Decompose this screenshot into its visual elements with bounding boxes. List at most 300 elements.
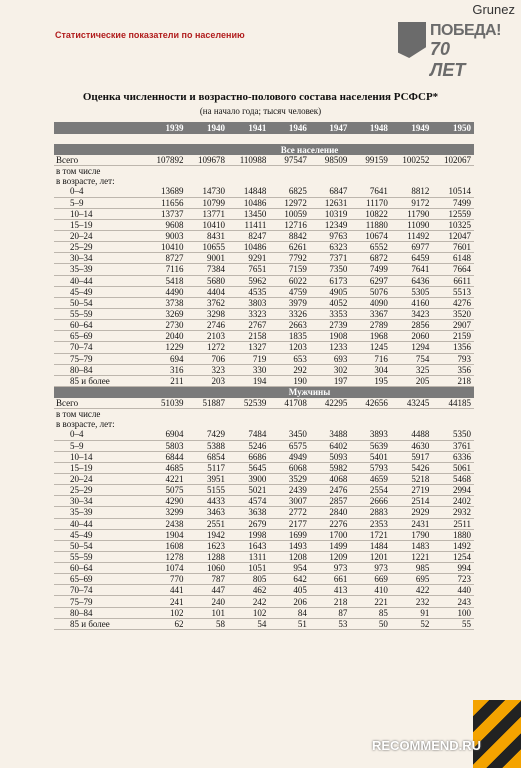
cell-value: 6847 [310,186,351,197]
cell-value: 3450 [269,429,310,440]
age-group-label: 40–44 [54,275,145,286]
page-subtitle: (на начало года; тысяч человек) [199,106,322,116]
note-text: в возрасте, лет: [56,176,115,187]
cell-value: 1060 [186,563,228,574]
cell-value: 5917 [391,451,433,462]
cell-value: 7499 [432,197,474,208]
cell-value: 754 [391,353,433,364]
section-name: Все население [145,144,474,155]
cell-value: 55 [432,618,474,629]
cell-value: 3520 [432,308,474,319]
cell-value: 190 [269,375,310,386]
cell-value: 6872 [350,253,391,264]
cell-value: 54 [228,618,269,629]
cell-value: 99159 [350,155,391,166]
cell-value: 42295 [310,398,351,409]
cell-value: 4490 [145,286,187,297]
total-row [54,155,474,166]
age-group-label: 40–44 [54,518,145,529]
cell-value: 6436 [391,275,433,286]
cell-value: 8727 [145,253,187,264]
cell-value: 6402 [310,440,351,451]
cell-value: 716 [350,353,391,364]
cell-value: 4221 [145,473,187,484]
population-table [54,122,474,630]
cell-value: 325 [391,364,433,375]
cell-value: 4052 [310,297,351,308]
cell-value: 2177 [269,518,310,529]
cell-value: 2730 [145,320,187,331]
cell-value: 11880 [350,219,391,230]
cell-value: 218 [432,375,474,386]
table-row [54,540,474,551]
cell-value: 10822 [350,208,391,219]
cell-value: 13450 [228,208,269,219]
cell-value: 1699 [269,529,310,540]
year-header: 1947 [310,122,351,134]
cell-value: 102 [228,607,269,618]
age-group-label: 80–84 [54,607,145,618]
cell-value: 9003 [145,230,187,241]
section-header-row [54,386,474,398]
cell-value: 413 [310,585,351,596]
cell-value: 12047 [432,230,474,241]
table-row [54,286,474,297]
flag-icon [398,22,426,58]
cell-value: 2907 [432,320,474,331]
cell-value: 11492 [391,230,433,241]
age-group-label: 35–39 [54,264,145,275]
note-text: в том числе [56,166,101,177]
cell-value: 7384 [186,264,228,275]
table-row [54,308,474,319]
table-row [54,607,474,618]
table-row [54,208,474,219]
cell-value: 5468 [432,473,474,484]
cell-value: 2840 [310,507,351,518]
cell-value: 5061 [432,462,474,473]
cell-value: 1254 [432,551,474,562]
cell-value: 1327 [228,342,269,353]
cell-value: 5075 [145,485,187,496]
cell-value: 6068 [269,462,310,473]
cell-value: 4659 [350,473,391,484]
cell-value: 7792 [269,253,310,264]
cell-value: 447 [186,585,228,596]
cell-value: 12631 [310,197,351,208]
cell-value: 3803 [228,297,269,308]
age-group-label: 25–29 [54,242,145,253]
cell-value: 7371 [310,253,351,264]
cell-value: 3353 [310,308,351,319]
cell-value: 87 [310,607,351,618]
cell-value: 441 [145,585,187,596]
cell-value: 7651 [228,264,269,275]
cell-value: 6261 [269,242,310,253]
cell-value: 1483 [391,540,433,551]
age-group-label: 70–74 [54,342,145,353]
cell-value: 1484 [350,540,391,551]
cell-value: 10486 [228,197,269,208]
cell-value: 2929 [391,507,433,518]
age-group-label: 60–64 [54,563,145,574]
cell-value: 10410 [145,242,187,253]
cell-value: 2060 [391,331,433,342]
cell-value: 42656 [350,398,391,409]
cell-value: 2431 [391,518,433,529]
cell-value: 6336 [432,451,474,462]
table-row [54,440,474,451]
cell-value: 5305 [391,286,433,297]
cell-value: 52539 [228,398,269,409]
cell-value: 10059 [269,208,310,219]
cell-value: 5076 [350,286,391,297]
cell-value: 5093 [310,451,351,462]
table-row [54,264,474,275]
cell-value: 85 [350,607,391,618]
cell-value: 51 [269,618,310,629]
cell-value: 1356 [432,342,474,353]
cell-value: 5246 [228,440,269,451]
cell-value: 7641 [350,186,391,197]
cell-value: 3463 [186,507,228,518]
cell-value: 8842 [269,230,310,241]
cell-value: 805 [228,574,269,585]
year-header: 1940 [186,122,228,134]
cell-value: 107892 [145,155,187,166]
age-group-label: 80–84 [54,364,145,375]
cell-value: 9763 [310,230,351,241]
cell-value: 6022 [269,275,310,286]
cell-value: 973 [350,563,391,574]
cell-value: 2994 [432,485,474,496]
cell-value: 787 [186,574,228,585]
cell-value: 2438 [145,518,187,529]
age-group-label: 65–69 [54,574,145,585]
cell-value: 5962 [228,275,269,286]
cell-value: 2158 [228,331,269,342]
section-label: Статистические показатели по населению [55,30,245,40]
cell-value: 102067 [432,155,474,166]
cell-value: 98509 [310,155,351,166]
note-row [54,419,474,429]
cell-value: 3326 [269,308,310,319]
cell-value: 422 [391,585,433,596]
cell-value: 5401 [350,451,391,462]
cell-value: 1229 [145,342,187,353]
cell-value: 3900 [228,473,269,484]
cell-value: 7641 [391,264,433,275]
cell-value: 694 [145,353,187,364]
table-row [54,585,474,596]
table-row [54,429,474,440]
table-row [54,186,474,197]
cell-value: 5645 [228,462,269,473]
cell-value: 7664 [432,264,474,275]
cell-value: 4160 [391,297,433,308]
cell-value: 1278 [145,551,187,562]
age-group-label: 75–79 [54,353,145,364]
cell-value: 12972 [269,197,310,208]
cell-value: 2739 [310,320,351,331]
age-group-label: 50–54 [54,540,145,551]
cell-value: 84 [269,607,310,618]
row-label: Всего [54,398,145,409]
cell-value: 8431 [186,230,228,241]
cell-value: 221 [350,596,391,607]
cell-value: 2402 [432,496,474,507]
cell-value: 410 [350,585,391,596]
table-row [54,197,474,208]
cell-value: 2767 [228,320,269,331]
cell-value: 1221 [391,551,433,562]
cell-value: 5117 [186,462,228,473]
cell-value: 316 [145,364,187,375]
cell-value: 1208 [269,551,310,562]
section-name: Мужчины [145,386,474,398]
cell-value: 13737 [145,208,187,219]
logo-line2: 70 ЛЕТ [430,39,466,80]
age-group-label: 85 и более [54,618,145,629]
cell-value: 9608 [145,219,187,230]
recommend-badge: RECOMMEND.RU [372,738,482,753]
age-group-label: 65–69 [54,331,145,342]
cell-value: 669 [350,574,391,585]
cell-value: 52 [391,618,433,629]
cell-value: 11656 [145,197,187,208]
table-row [54,485,474,496]
cell-value: 2040 [145,331,187,342]
cell-value: 462 [228,585,269,596]
cell-value: 2554 [350,485,391,496]
cell-value: 62 [145,618,187,629]
cell-value: 6575 [269,440,310,451]
age-group-label: 5–9 [54,440,145,451]
age-group-label: 10–14 [54,451,145,462]
cell-value: 100 [432,607,474,618]
cell-value: 5639 [350,440,391,451]
cell-value: 1499 [310,540,351,551]
cell-value: 3738 [145,297,187,308]
age-group-label: 25–29 [54,485,145,496]
cell-value: 1074 [145,563,187,574]
cell-value: 2551 [186,518,228,529]
table-row [54,529,474,540]
table-row [54,219,474,230]
cell-value: 6459 [391,253,433,264]
year-header: 1939 [145,122,187,134]
cell-value: 985 [391,563,433,574]
cell-value: 1201 [350,551,391,562]
table-row [54,596,474,607]
cell-value: 2159 [432,331,474,342]
cell-value: 2856 [391,320,433,331]
cell-value: 2666 [350,496,391,507]
cell-value: 405 [269,585,310,596]
cell-value: 13689 [145,186,187,197]
cell-value: 719 [228,353,269,364]
cell-value: 101 [186,607,228,618]
cell-value: 11090 [391,219,433,230]
cell-value: 6686 [228,451,269,462]
cell-value: 3269 [145,308,187,319]
table-row [54,507,474,518]
table-row [54,451,474,462]
table-row [54,551,474,562]
cell-value: 9291 [228,253,269,264]
cell-value: 2746 [186,320,228,331]
cell-value: 5021 [228,485,269,496]
table-row [54,618,474,629]
cell-value: 2663 [269,320,310,331]
cell-value: 1233 [310,342,351,353]
cell-value: 6825 [269,186,310,197]
cell-value: 1721 [350,529,391,540]
cell-value: 793 [432,353,474,364]
cell-value: 1294 [391,342,433,353]
cell-value: 302 [310,364,351,375]
st-george-ribbon-icon [473,700,521,768]
cell-value: 51887 [186,398,228,409]
cell-value: 2439 [269,485,310,496]
cell-value: 954 [269,563,310,574]
cell-value: 4535 [228,286,269,297]
cell-value: 3529 [269,473,310,484]
year-header-row [54,122,474,134]
table-row [54,496,474,507]
cell-value: 241 [145,596,187,607]
cell-value: 242 [228,596,269,607]
table-row [54,320,474,331]
cell-value: 97547 [269,155,310,166]
cell-value: 11411 [228,219,269,230]
table-row [54,364,474,375]
cell-value: 3951 [186,473,228,484]
age-group-label: 45–49 [54,286,145,297]
age-group-label: 75–79 [54,596,145,607]
table-row [54,242,474,253]
table-row [54,253,474,264]
cell-value: 10325 [432,219,474,230]
age-group-label: 30–34 [54,253,145,264]
section-header-row [54,144,474,155]
cell-value: 1908 [310,331,351,342]
cell-value: 695 [391,574,433,585]
cell-value: 1288 [186,551,228,562]
age-group-label: 70–74 [54,585,145,596]
cell-value: 5513 [432,286,474,297]
cell-value: 5350 [432,429,474,440]
cell-value: 206 [269,596,310,607]
cell-value: 4759 [269,286,310,297]
cell-value: 1051 [228,563,269,574]
cell-value: 2883 [350,507,391,518]
table-row [54,473,474,484]
cell-value: 2476 [310,485,351,496]
cell-value: 304 [350,364,391,375]
table-row [54,518,474,529]
table-row [54,230,474,241]
cell-value: 1643 [228,540,269,551]
note-row [54,176,474,186]
age-group-label: 15–19 [54,462,145,473]
logo-line1: ПОБЕДА! [430,22,501,39]
cell-value: 1835 [269,331,310,342]
cell-value: 5388 [186,440,228,451]
cell-value: 7601 [432,242,474,253]
cell-value: 4404 [186,286,228,297]
cell-value: 9172 [391,197,433,208]
cell-value: 3367 [350,308,391,319]
page-title: Оценка численности и возрастно-полового состава населения РСФСР* [82,91,439,103]
cell-value: 203 [186,375,228,386]
cell-value: 1998 [228,529,269,540]
age-group-label: 20–24 [54,473,145,484]
cell-value: 51039 [145,398,187,409]
note-row [54,166,474,177]
cell-value: 1209 [310,551,351,562]
year-header: 1941 [228,122,269,134]
cell-value: 6844 [145,451,187,462]
cell-value: 2789 [350,320,391,331]
cell-value: 9001 [186,253,228,264]
cell-value: 11170 [350,197,391,208]
cell-value: 91 [391,607,433,618]
cell-value: 2932 [432,507,474,518]
cell-value: 1700 [310,529,351,540]
cell-value: 218 [310,596,351,607]
note-text: в возрасте, лет: [56,419,115,430]
table-row [54,375,474,386]
cell-value: 1968 [350,331,391,342]
cell-value: 3423 [391,308,433,319]
cell-value: 3762 [186,297,228,308]
cell-value: 2514 [391,496,433,507]
cell-value: 2679 [228,518,269,529]
cell-value: 53 [310,618,351,629]
note-row [54,409,474,420]
cell-value: 5803 [145,440,187,451]
age-group-label: 55–59 [54,308,145,319]
cell-value: 6611 [432,275,474,286]
cell-value: 5982 [310,462,351,473]
table-row [54,353,474,364]
cell-value: 4068 [310,473,351,484]
table-row [54,275,474,286]
cell-value: 973 [310,563,351,574]
cell-value: 3638 [228,507,269,518]
table-row [54,462,474,473]
cell-value: 4574 [228,496,269,507]
table-row [54,297,474,308]
cell-value: 6297 [350,275,391,286]
cell-value: 661 [310,574,351,585]
cell-value: 7429 [186,429,228,440]
cell-value: 10319 [310,208,351,219]
cell-value: 2276 [310,518,351,529]
cell-value: 6904 [145,429,187,440]
age-group-label: 50–54 [54,297,145,308]
cell-value: 194 [228,375,269,386]
cell-value: 7116 [145,264,187,275]
cell-value: 44185 [432,398,474,409]
cell-value: 3488 [310,429,351,440]
cell-value: 3761 [432,440,474,451]
cell-value: 323 [186,364,228,375]
cell-value: 6854 [186,451,228,462]
cell-value: 13771 [186,208,228,219]
cell-value: 3298 [186,308,228,319]
